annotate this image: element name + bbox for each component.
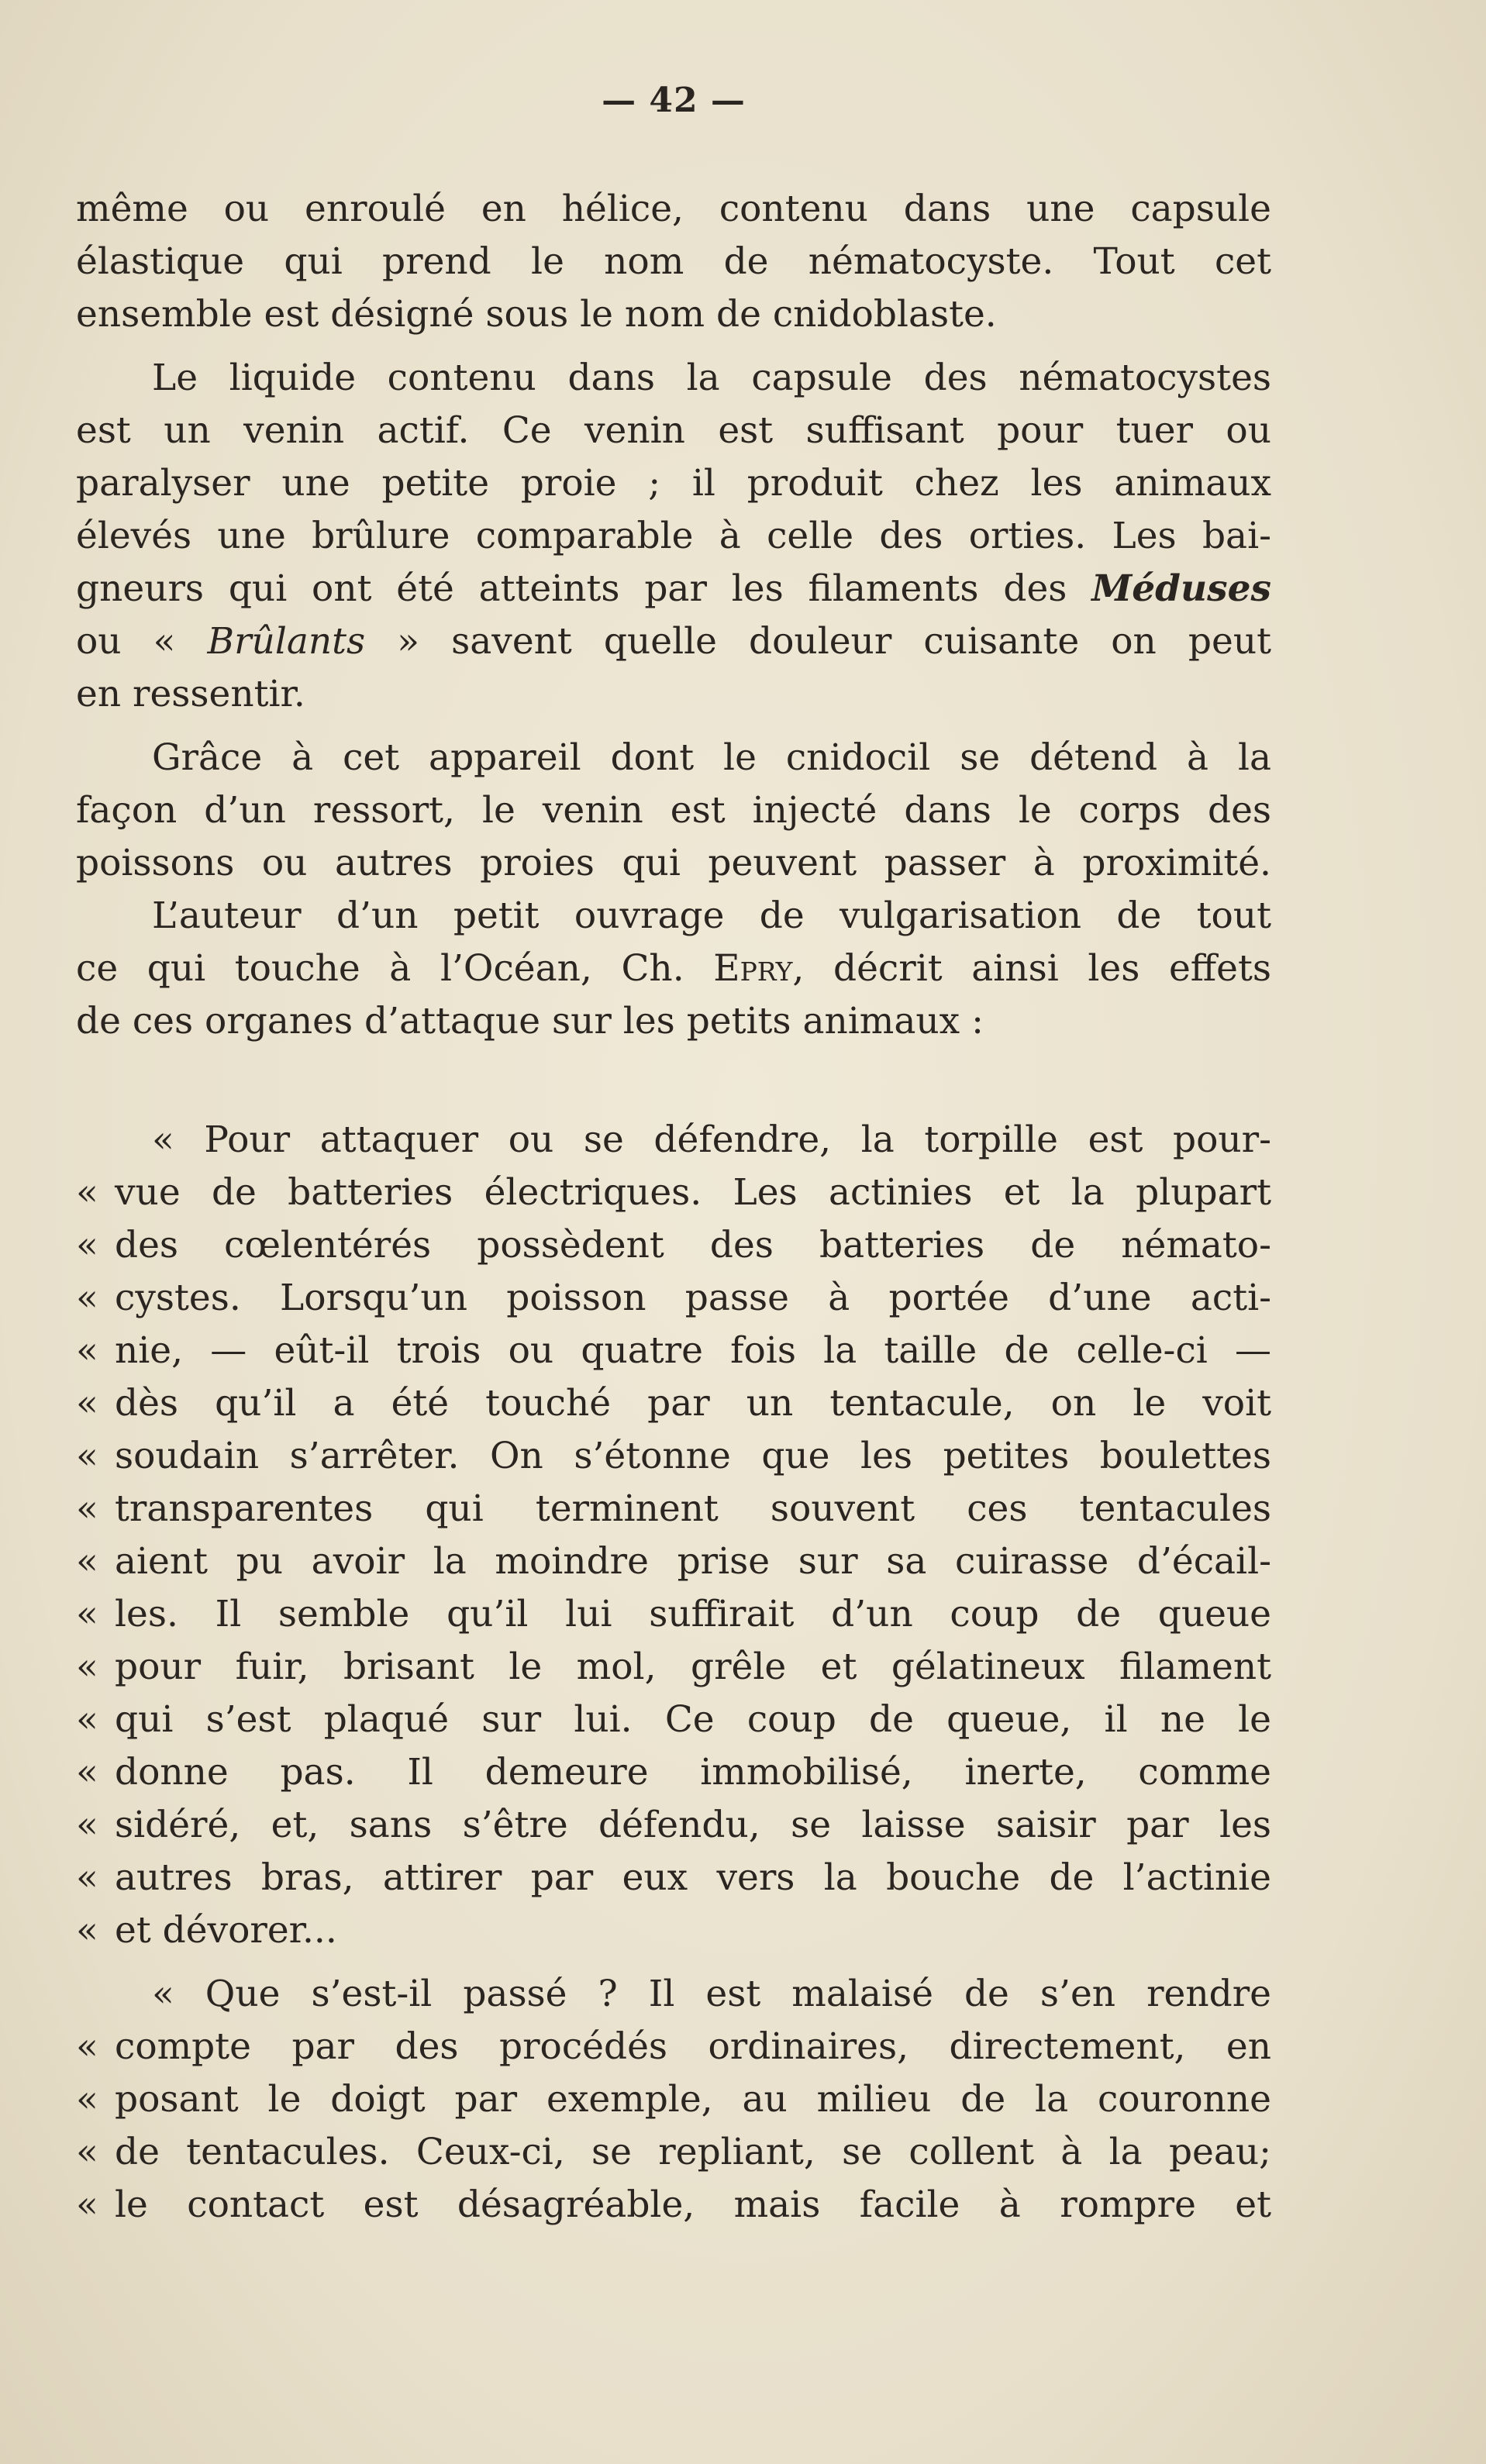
guillemet: « xyxy=(76,2183,98,2226)
text-segment: de tentacules. Ceux-ci, se repliant, se collent à la peau; xyxy=(115,2131,1271,2173)
text-segment: les. Il semble qu’il lui suffirait d’un coup de queue xyxy=(115,1593,1271,1635)
quote-line xyxy=(76,1167,1271,1218)
quote-line xyxy=(76,1694,1271,1745)
quote-line xyxy=(76,1431,1271,1482)
text-segment: le contact est désagréable, mais facile à rompre et xyxy=(115,2183,1271,2226)
text-line: ensemble est désigné sous le nom de cnidoblaste. xyxy=(76,293,997,336)
quote-line: « Pour attaquer ou se défendre, la torpille est pour- xyxy=(152,1118,1271,1161)
text-segment: ou « xyxy=(76,620,176,663)
guillemet: « xyxy=(76,1909,98,1952)
text-line xyxy=(76,616,1271,667)
guillemet: « xyxy=(76,1277,98,1319)
guillemet: « xyxy=(76,1171,98,1214)
text-segment: pour fuir, brisant le mol, grêle et gélatineux filament xyxy=(115,1646,1271,1688)
text-segment: , décrit ainsi les effets xyxy=(792,947,1271,990)
quote-line xyxy=(76,1905,1271,1956)
quote-line xyxy=(76,1220,1271,1271)
guillemet: « xyxy=(76,1224,98,1266)
quote-line: « Que s’est-il passé ? Il est malaisé de s’en rendre xyxy=(152,1973,1271,2015)
quote-line xyxy=(76,2021,1271,2073)
page-number: — 42 — xyxy=(602,81,746,120)
text-segment: vue de batteries électriques. Les actinies et la plupart xyxy=(115,1171,1271,1214)
guillemet: « xyxy=(76,1382,98,1425)
text-line: L’auteur d’un petit ouvrage de vulgarisation de tout xyxy=(152,894,1271,937)
text-segment: autres bras, attirer par eux vers la bouche de l’actinie xyxy=(115,1856,1271,1899)
text-line xyxy=(76,563,1271,615)
text-line: élevés une brûlure comparable à celle des orties. Les bai- xyxy=(76,515,1271,557)
text-segment: » savent quelle douleur cuisante on peut xyxy=(397,620,1271,663)
text-line: Grâce à cet appareil dont le cnidocil se détend à la xyxy=(152,736,1271,779)
guillemet: « xyxy=(76,1804,98,1846)
text-line: en ressentir. xyxy=(76,673,305,715)
quote-line xyxy=(76,1800,1271,1851)
text-segment: des cœlentérés possèdent des batteries de némato- xyxy=(115,1224,1271,1266)
text-segment: dès qu’il a été touché par un tentacule, on le voit xyxy=(115,1382,1271,1425)
quote-line xyxy=(76,1536,1271,1587)
text-line: façon d’un ressort, le venin est injecté dans le corps des xyxy=(76,789,1271,832)
text-line: paralyser une petite proie ; il produit chez les animaux xyxy=(76,462,1271,505)
text-segment: cystes. Lorsqu’un poisson passe à portée d’une acti- xyxy=(115,1277,1271,1319)
text-segment: soudain s’arrêter. On s’étonne que les petites boulettes xyxy=(115,1435,1271,1477)
guillemet: « xyxy=(76,1435,98,1477)
text-segment: sidéré, et, sans s’être défendu, se laisse saisir par les xyxy=(115,1804,1271,1846)
author-name: Epry xyxy=(713,947,793,990)
text-line xyxy=(76,943,1271,994)
guillemet: « xyxy=(76,1856,98,1899)
quote-line xyxy=(76,1642,1271,1693)
quote-line xyxy=(76,1325,1271,1377)
quote-line xyxy=(76,1747,1271,1798)
text-segment: qui s’est plaqué sur lui. Ce coup de queue, il ne le xyxy=(115,1698,1271,1741)
italic-term-brulants: Brûlants xyxy=(207,620,366,663)
quote-line xyxy=(76,2180,1271,2231)
text-line: élastique qui prend le nom de nématocyste. Tout cet xyxy=(76,240,1271,283)
quote-line xyxy=(76,1273,1271,1324)
guillemet: « xyxy=(76,2131,98,2173)
text-segment: gneurs qui ont été atteints par les filaments des xyxy=(76,567,1067,610)
guillemet: « xyxy=(76,1329,98,1372)
text-line: Le liquide contenu dans la capsule des nématocystes xyxy=(152,357,1271,399)
text-line: de ces organes d’attaque sur les petits animaux : xyxy=(76,1000,984,1042)
text-segment: et dévorer... xyxy=(115,1909,337,1952)
quote-line xyxy=(76,1484,1271,1535)
quote-line xyxy=(76,1589,1271,1640)
text-segment: transparentes qui terminent souvent ces tentacules xyxy=(115,1487,1271,1530)
guillemet: « xyxy=(76,2078,98,2121)
text-segment: ce qui touche à l’Océan, Ch. xyxy=(76,947,684,990)
guillemet: « xyxy=(76,2025,98,2068)
text-line: même ou enroulé en hélice, contenu dans une capsule xyxy=(76,188,1271,230)
guillemet: « xyxy=(76,1593,98,1635)
guillemet: « xyxy=(76,1540,98,1583)
text-segment: posant le doigt par exemple, au milieu de la couronne xyxy=(115,2078,1271,2121)
quote-line xyxy=(76,1852,1271,1904)
text-segment: compte par des procédés ordinaires, directement, en xyxy=(115,2025,1271,2068)
text-line: poissons ou autres proies qui peuvent passer à proximité. xyxy=(76,842,1271,884)
quote-line xyxy=(76,2127,1271,2178)
guillemet: « xyxy=(76,1698,98,1741)
guillemet: « xyxy=(76,1487,98,1530)
italic-term-meduses: Méduses xyxy=(1091,567,1271,610)
text-segment: nie, — eût-il trois ou quatre fois la taille de celle-ci — xyxy=(115,1329,1271,1372)
quote-line xyxy=(76,1378,1271,1429)
guillemet: « xyxy=(76,1646,98,1688)
text-segment: aient pu avoir la moindre prise sur sa cuirasse d’écail- xyxy=(115,1540,1271,1583)
guillemet: « xyxy=(76,1751,98,1794)
text-segment: donne pas. Il demeure immobilisé, inerte, comme xyxy=(115,1751,1271,1794)
text-line: est un venin actif. Ce venin est suffisant pour tuer ou xyxy=(76,409,1271,452)
quote-line xyxy=(76,2074,1271,2125)
